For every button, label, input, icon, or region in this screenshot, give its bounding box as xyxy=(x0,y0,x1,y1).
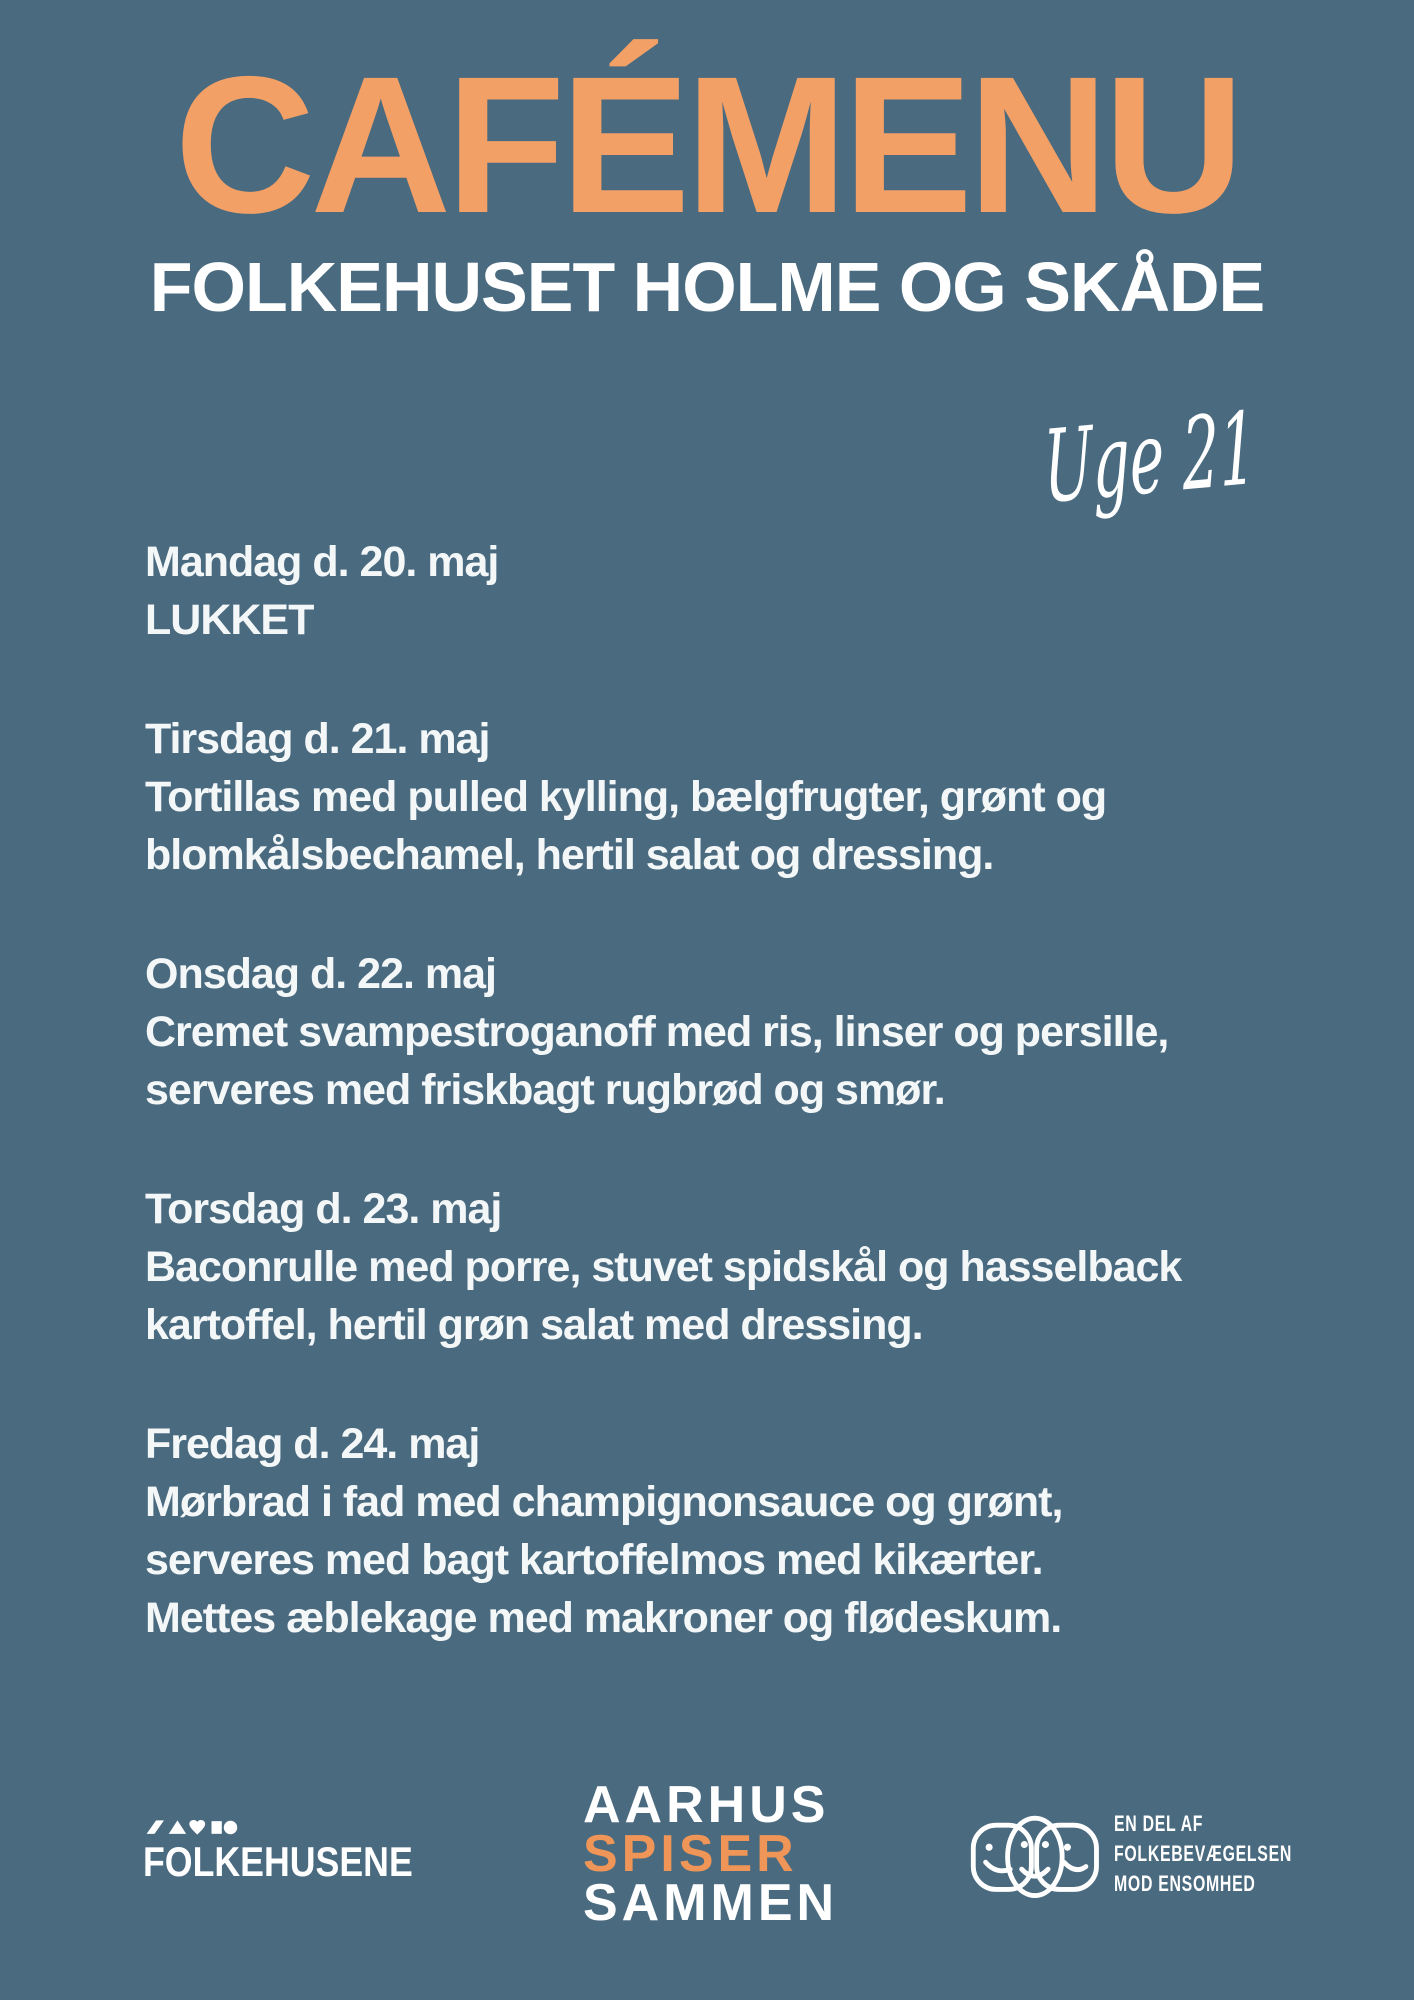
poster-subtitle: FOLKEHUSET HOLME OG SKÅDE xyxy=(149,248,1265,326)
sammen-line: SAMMEN xyxy=(583,1874,839,1932)
menu-day xyxy=(145,1180,1285,1354)
menu-item-line: Mettes æblekage med makroner og flødeskum. xyxy=(145,1594,1062,1642)
heart-icon xyxy=(189,1820,205,1835)
movement-text-line: FOLKEBEVÆGELSEN xyxy=(1114,1841,1293,1866)
folkehusene-shapes-icon xyxy=(145,1818,240,1837)
menu-item-line: Mørbrad i fad med champignonsauce og grønt, xyxy=(145,1478,1063,1526)
week-label: Uge 21 xyxy=(1042,389,1258,526)
aarhus-spiser-sammen-logo xyxy=(583,1776,839,1932)
menu-day xyxy=(145,945,1285,1119)
menu-day-title: Torsdag d. 23. maj xyxy=(145,1185,502,1233)
menu xyxy=(145,533,1285,1708)
menu-day-title: Tirsdag d. 21. maj xyxy=(145,715,490,763)
menu-item-line: Baconrulle med porre, stuvet spidskål og hasselback xyxy=(145,1243,1182,1291)
square-icon xyxy=(212,1821,222,1834)
menu-item-line: serveres med friskbagt rugbrød og smør. xyxy=(145,1066,945,1114)
movement-logo xyxy=(968,1812,1361,1900)
three-faces-icon xyxy=(968,1812,1100,1900)
aarhus-line: AARHUS xyxy=(583,1776,830,1834)
menu-day-title: Onsdag d. 22. maj xyxy=(145,950,496,998)
menu-day-title: Mandag d. 20. maj xyxy=(145,538,499,586)
menu-day-title: Fredag d. 24. maj xyxy=(145,1420,480,1468)
menu-item-line: kartoffel, hertil grøn salat med dressing. xyxy=(145,1301,923,1349)
triangle-icon xyxy=(169,1820,186,1833)
menu-item-line: LUKKET xyxy=(145,596,314,644)
spiser-line: SPISER xyxy=(583,1825,798,1883)
poster-title: CAFÉMENU xyxy=(174,36,1240,254)
menu-item-line: Cremet svampestroganoff med ris, linser og persille, xyxy=(145,1008,1169,1056)
movement-text-line: MOD ENSOMHED xyxy=(1114,1871,1256,1896)
folkehusene-label: FOLKEHUSENE xyxy=(143,1838,413,1885)
parallelogram-icon xyxy=(147,1820,164,1833)
menu-item-line: blomkålsbechamel, hertil salat og dressing. xyxy=(145,831,994,879)
circle-icon xyxy=(224,1821,237,1834)
menu-day xyxy=(145,533,1285,649)
menu-day xyxy=(145,710,1285,884)
movement-text xyxy=(1114,1809,1292,1899)
menu-item-line: Tortillas med pulled kylling, bælgfrugter, grønt og xyxy=(145,773,1107,821)
movement-text-line: EN DEL AF xyxy=(1114,1811,1204,1836)
folkehusene-logo xyxy=(143,1818,460,1883)
menu-item-line: serveres med bagt kartoffelmos med kikærter. xyxy=(145,1536,1043,1584)
menu-day xyxy=(145,1415,1285,1647)
